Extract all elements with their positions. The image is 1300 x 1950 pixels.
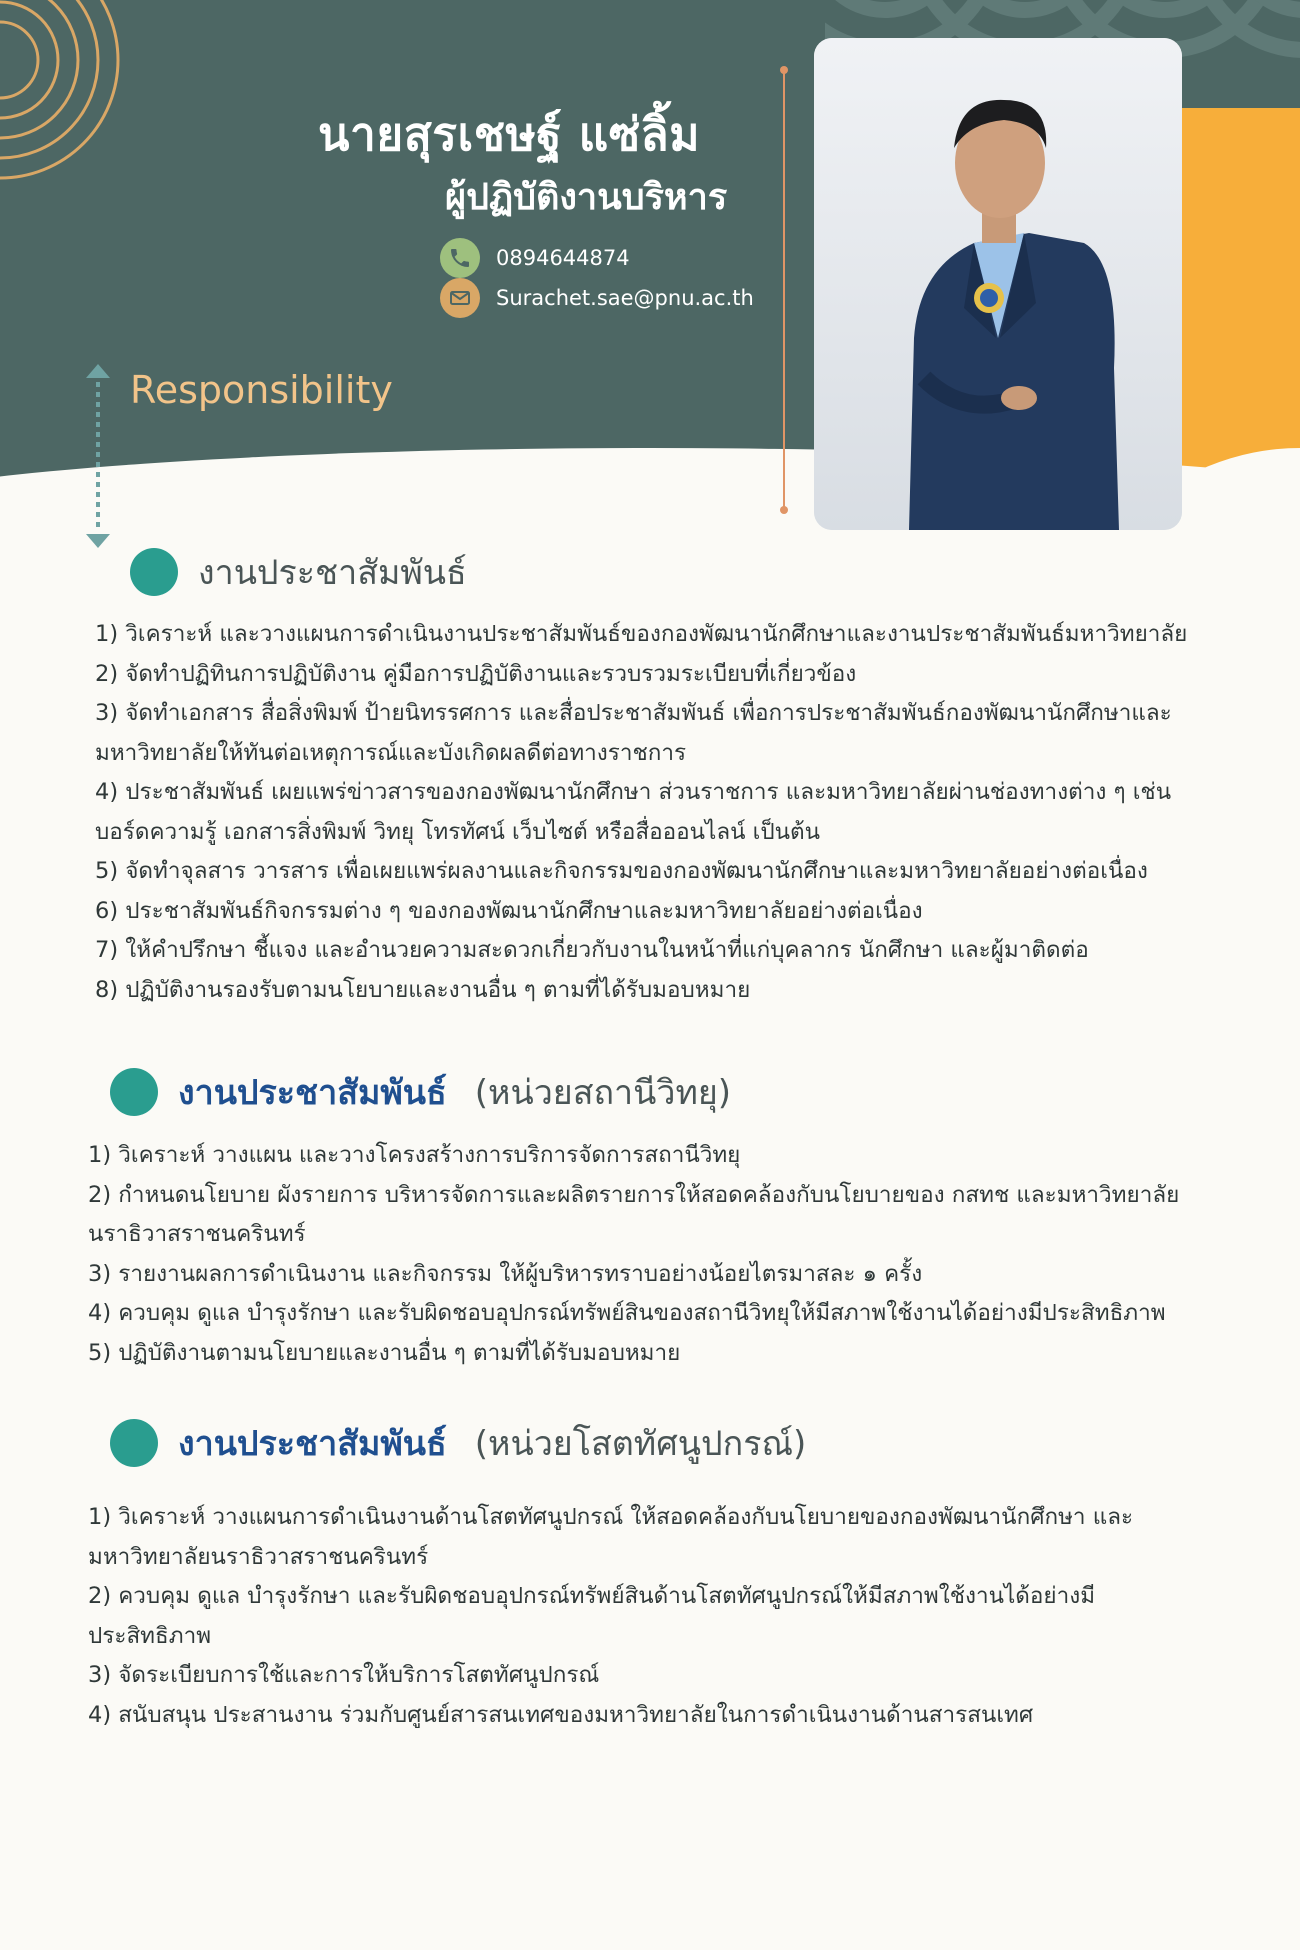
phone-icon — [440, 238, 480, 278]
email-address[interactable]: Surachet.sae@pnu.ac.th — [496, 286, 754, 310]
section-bullet-dot — [110, 1419, 158, 1467]
list-item: 2) กำหนดนโยบาย ผังรายการ บริหารจัดการและผลิตรายการให้สอดคล้องกับนโยบายของ กสทช และมหาวิทยาลัยนราธิวาสราชนครินทร์ — [88, 1181, 1180, 1247]
list-item: 2) จัดทำปฏิทินการปฏิบัติงาน คู่มือการปฏิบัติงานและรวบรวมระเบียบที่เกี่ยวข้อง — [95, 660, 857, 687]
list-item: 2) ควบคุม ดูแล บำรุงรักษา และรับผิดชอบอุปกรณ์ทรัพย์สินด้านโสตทัศนูปกรณ์ให้มีสภาพใช้งานได้อย่างมีประสิทธิภาพ — [88, 1583, 1096, 1649]
section-header-pr — [130, 545, 467, 599]
section-title: งานประชาสัมพันธ์ — [178, 1424, 447, 1464]
list-item: 4) ประชาสัมพันธ์ เผยแพร่ข่าวสารของกองพัฒนานักศึกษา ส่วนราชการ และมหาวิทยาลัยผ่านช่องทางต่าง ๆ เช่น บอร์ดความรู้ เอกสารสิ่งพิมพ์ วิทยุ โทรทัศน์ เว็บไซต์ หรือสื่อออนไลน์ เป็นต้น — [95, 779, 1172, 845]
list-item: 5) ปฏิบัติงานตามนโยบายและงานอื่น ๆ ตามที่ได้รับมอบหมาย — [88, 1339, 681, 1366]
section-bullet-dot — [110, 1068, 158, 1116]
section-list-radio — [88, 1136, 1218, 1373]
section-title: งานประชาสัมพันธ์ — [178, 1073, 447, 1113]
list-item: 4) ควบคุม ดูแล บำรุงรักษา และรับผิดชอบอุปกรณ์ทรัพย์สินของสถานีวิทยุให้มีสภาพใช้งานได้อย่างมีประสิทธิภาพ — [88, 1300, 1166, 1326]
section-list-pr — [95, 615, 1225, 1010]
list-item: 3) รายงานผลการดำเนินงาน และกิจกรรม ให้ผู้บริหารทราบอย่างน้อยไตรมาสละ ๑ ครั้ง — [88, 1260, 923, 1287]
list-item: 7) ให้คำปรึกษา ชี้แจง และอำนวยความสะดวกเกี่ยวกับงานในหน้าที่แก่บุคลากร นักศึกษา และผู้มาติดต่อ — [95, 937, 1089, 963]
person-name: นายสุรเชษฐ์ แซ่ลิ้ม — [318, 107, 701, 161]
section-subtitle: (หน่วยสถานีวิทยุ) — [474, 1073, 732, 1113]
person-position: ผู้ปฏิบัติงานบริหาร — [445, 177, 728, 218]
list-item: 4) สนับสนุน ประสานงาน ร่วมกับศูนย์สารสนเทศของมหาวิทยาลัยในการดำเนินงานด้านสารสนเทศ — [88, 1701, 1034, 1728]
phone-contact — [440, 238, 630, 278]
email-contact — [440, 278, 754, 318]
section-header-radio — [110, 1065, 731, 1119]
list-item: 3) จัดระเบียบการใช้และการให้บริการโสตทัศนูปกรณ์ — [88, 1662, 600, 1688]
list-item: 6) ประชาสัมพันธ์กิจกรรมต่าง ๆ ของกองพัฒนานักศึกษาและมหาวิทยาลัยอย่างต่อเนื่อง — [95, 897, 923, 924]
section-list-av — [88, 1498, 1168, 1735]
mail-icon — [440, 278, 480, 318]
vertical-divider — [783, 70, 785, 510]
list-item: 8) ปฏิบัติงานรองรับตามนโยบายและงานอื่น ๆ ตามที่ได้รับมอบหมาย — [95, 976, 751, 1003]
double-arrow-icon — [86, 364, 110, 548]
phone-number[interactable]: 0894644874 — [496, 246, 630, 270]
section-header-av — [110, 1416, 806, 1470]
section-title: งานประชาสัมพันธ์ — [198, 553, 467, 593]
list-item: 1) วิเคราะห์ วางแผน และวางโครงสร้างการบริการจัดการสถานีวิทยุ — [88, 1142, 741, 1168]
list-item: 5) จัดทำจุลสาร วารสาร เพื่อเผยแพร่ผลงานและกิจกรรมของกองพัฒนานักศึกษาและมหาวิทยาลัยอย่างต่อเนื่อง — [95, 858, 1148, 884]
list-item: 1) วิเคราะห์ วางแผนการดำเนินงานด้านโสตทัศนูปกรณ์ ให้สอดคล้องกับนโยบายของกองพัฒนานักศึกษา และมหาวิทยาลัยนราธิวาสราชนครินทร์ — [88, 1504, 1134, 1570]
profile-photo — [814, 38, 1182, 530]
list-item: 1) วิเคราะห์ และวางแผนการดำเนินงานประชาสัมพันธ์ของกองพัฒนานักศึกษาและงานประชาสัมพันธ์มหาวิทยาลัย — [95, 621, 1188, 647]
section-subtitle: (หน่วยโสตทัศนูปกรณ์) — [474, 1424, 807, 1464]
decorative-rings — [0, 0, 125, 195]
list-item: 3) จัดทำเอกสาร สื่อสิ่งพิมพ์ ป้ายนิทรรศการ และสื่อประชาสัมพันธ์ เพื่อการประชาสัมพันธ์กองพัฒนานักศึกษาและมหาวิทยาลัยให้ทันต่อเหตุการณ์และบังเกิดผลดีต่อทางราชการ — [95, 700, 1172, 766]
responsibility-heading: Responsibility — [130, 368, 393, 412]
section-bullet-dot — [130, 548, 178, 596]
